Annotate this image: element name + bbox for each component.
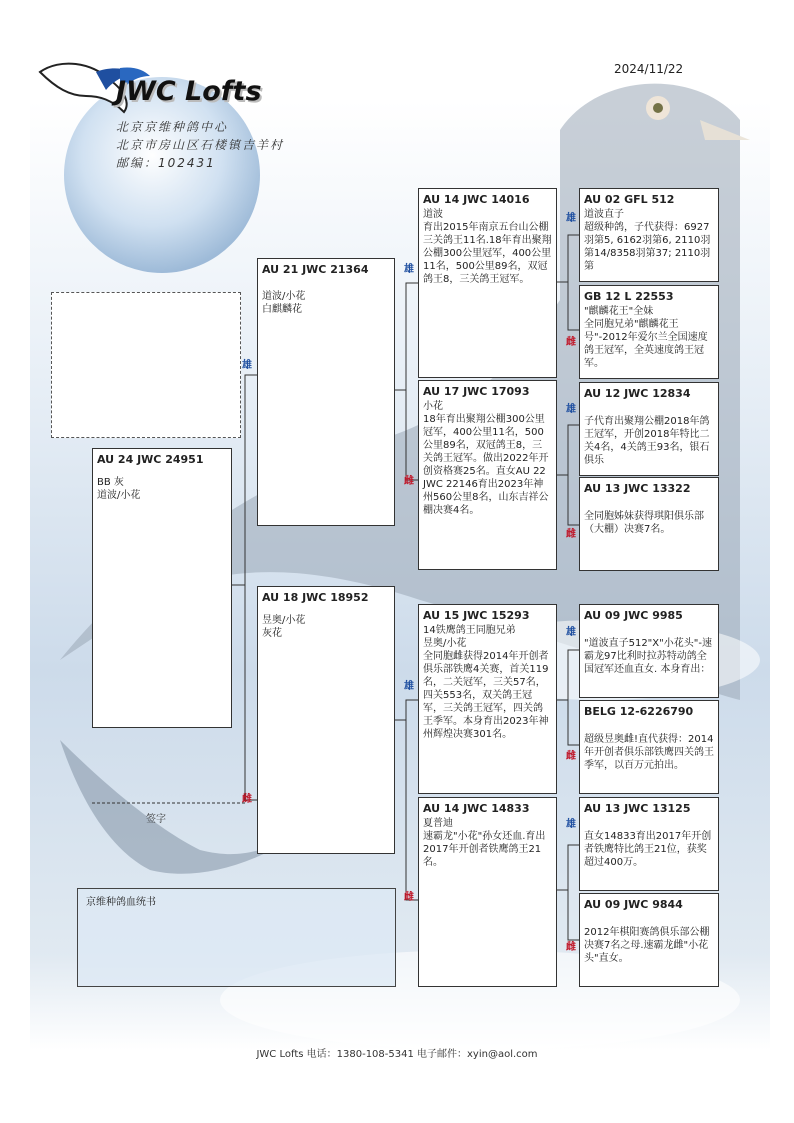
male-marker: 雄 [404, 681, 414, 692]
ring-number: AU 13 JWC 13125 [584, 802, 691, 815]
footer-contact: JWC Lofts 电话：1380-108-5341 电子邮件：xyin@aol.com [256, 1049, 538, 1060]
card-line: 道波直子 [584, 209, 624, 220]
card-line [584, 402, 714, 415]
card-line: 道波/小花 [262, 291, 306, 302]
dds-card[interactable] [579, 797, 719, 891]
card-line [584, 913, 714, 926]
ring-number: AU 14 JWC 14833 [423, 802, 530, 815]
sss-card[interactable] [579, 188, 719, 282]
dss-card[interactable] [579, 604, 719, 698]
ring-number: AU 12 JWC 12834 [584, 387, 691, 400]
signature-label: 签字 [146, 814, 166, 825]
sire-sire-card[interactable] [418, 188, 557, 378]
male-marker: 雄 [566, 627, 576, 638]
female-marker: 雌 [404, 892, 414, 903]
ddd-card[interactable] [579, 893, 719, 987]
ssd-card[interactable] [579, 285, 719, 379]
sire-dam-card[interactable] [418, 380, 557, 570]
male-marker: 雄 [404, 264, 414, 275]
card-line: 昱奥/小花 [262, 615, 306, 626]
dsd-card[interactable] [579, 700, 719, 794]
female-marker: 雌 [566, 751, 576, 762]
female-marker: 雌 [566, 529, 576, 540]
sire-male-marker: 雄 [242, 360, 252, 371]
card-line: "麒麟花王"全妹 [584, 306, 654, 317]
ring-number: AU 02 GFL 512 [584, 193, 675, 206]
postcode: 邮编：102431 [116, 156, 216, 170]
card-line: 14铁鹰鸽王同胞兄弟 [423, 625, 516, 636]
address-line-2: 北京市房山区石楼镇吉羊村 [116, 138, 285, 152]
ring-number: BELG 12-6226790 [584, 705, 694, 718]
dam-card[interactable] [257, 586, 395, 854]
card-description: 直女14833育出2017年开创者铁鹰特比鸽王21位，获奖超过400万。 [584, 831, 712, 868]
notes-panel[interactable] [77, 888, 396, 987]
brand-logo-text: JWC Lofts [116, 76, 262, 107]
ring-number: AU 21 JWC 21364 [262, 263, 369, 276]
ring-number: AU 14 JWC 14016 [423, 193, 530, 206]
male-marker: 雄 [566, 213, 576, 224]
card-description: 超级昱奥雌!直代获得：2014年开创者俱乐部铁鹰四关鸽王季军，以百万元拍出。 [584, 734, 714, 771]
ring-number: AU 24 JWC 24951 [97, 453, 204, 466]
ring-number: AU 09 JWC 9985 [584, 609, 683, 622]
female-marker: 雌 [404, 476, 414, 487]
female-marker: 雌 [566, 337, 576, 348]
card-line [584, 817, 714, 830]
ring-number: GB 12 L 22553 [584, 290, 674, 303]
card-description: 速霸龙"小花"孙女还血.育出2017年开创者铁鹰鸽王21名。 [423, 831, 546, 868]
ring-number: AU 18 JWC 18952 [262, 591, 369, 604]
card-description: 全同胞姊妹获得琪阳俱乐部（大棚）决赛7名。 [584, 511, 704, 535]
dam-female-marker: 雌 [242, 794, 252, 805]
female-marker: 雌 [566, 942, 576, 953]
print-date: 2024/11/22 [614, 62, 684, 76]
male-marker: 雄 [566, 404, 576, 415]
sire-card[interactable] [257, 258, 395, 526]
address-line-1: 北京京维种鸽中心 [116, 120, 229, 134]
subject-card[interactable] [92, 448, 232, 728]
ring-number: AU 09 JWC 9844 [584, 898, 683, 911]
card-line: BB 灰 [97, 477, 124, 488]
dam-dam-card[interactable] [418, 797, 557, 987]
card-description: 18年育出聚翔公棚300公里冠军，400公里11名，500公里89名，双冠鸽王8，三关鸽王冠军。做出2022年开创资格赛25名。直女AU 22 JWC 22146育出2023年神州560公里8名，山东吉祥公棚决赛4名。 [423, 414, 549, 516]
ring-number: AU 15 JWC 15293 [423, 609, 530, 622]
card-line: 夏普迪 [423, 818, 453, 829]
card-description: 超级种鸽，子代获得：6927羽第5, 6162羽第6, 2110羽第14/8358羽第37; 2110羽第 [584, 222, 711, 272]
notes-title: 京维种鸽血统书 [86, 897, 156, 908]
card-description: 2012年棋阳赛鸽俱乐部公棚决赛7名之母.速霸龙雌"小花头"直女。 [584, 927, 710, 964]
card-line [584, 720, 714, 733]
ring-number: AU 13 JWC 13322 [584, 482, 691, 495]
male-marker: 雄 [566, 819, 576, 830]
card-description: 子代育出聚翔公棚2018年鸽王冠军，开创2018年特比二关4名，4关鸽王93名，银石俱乐 [584, 416, 710, 466]
card-line [584, 497, 714, 510]
card-line: 白麒麟花 [262, 304, 302, 315]
card-description: 全同胞兄弟"麒麟花王号"-2012年爱尔兰全国速度鸽王冠军，全英速度鸽王冠军。 [584, 319, 708, 369]
card-line: 昱奥/小花 [423, 638, 467, 649]
card-line: 道波 [423, 209, 443, 220]
dam-sire-card[interactable] [418, 604, 557, 794]
card-description: 育出2015年南京五台山公棚三关鸽王11名.18年育出聚翔公棚300公里冠军，400公里11名，500公里89名，双冠鸽王8，三关鸽王冠军。 [423, 222, 552, 285]
card-description: "道波直子512"X"小花头"-速霸龙97比利时拉苏特动鸽全国冠军还血直女. 本身育出： [584, 638, 712, 675]
card-line: 道波/小花 [97, 490, 141, 501]
card-description: 全同胞雌获得2014年开创者俱乐部铁鹰4关赛，首关119名，二关冠军，三关57名，四关553名，双关鸽王冠军，三关鸽王冠军，四关鸽王季军。本身育出2023年神州辉煌决赛301名。 [423, 651, 549, 740]
photo-frame[interactable] [51, 292, 241, 438]
ring-number: AU 17 JWC 17093 [423, 385, 530, 398]
sds-card[interactable] [579, 382, 719, 476]
card-line [584, 624, 714, 637]
sdd-card[interactable] [579, 477, 719, 571]
card-line: 小花 [423, 401, 443, 412]
card-line: 灰花 [262, 628, 282, 639]
